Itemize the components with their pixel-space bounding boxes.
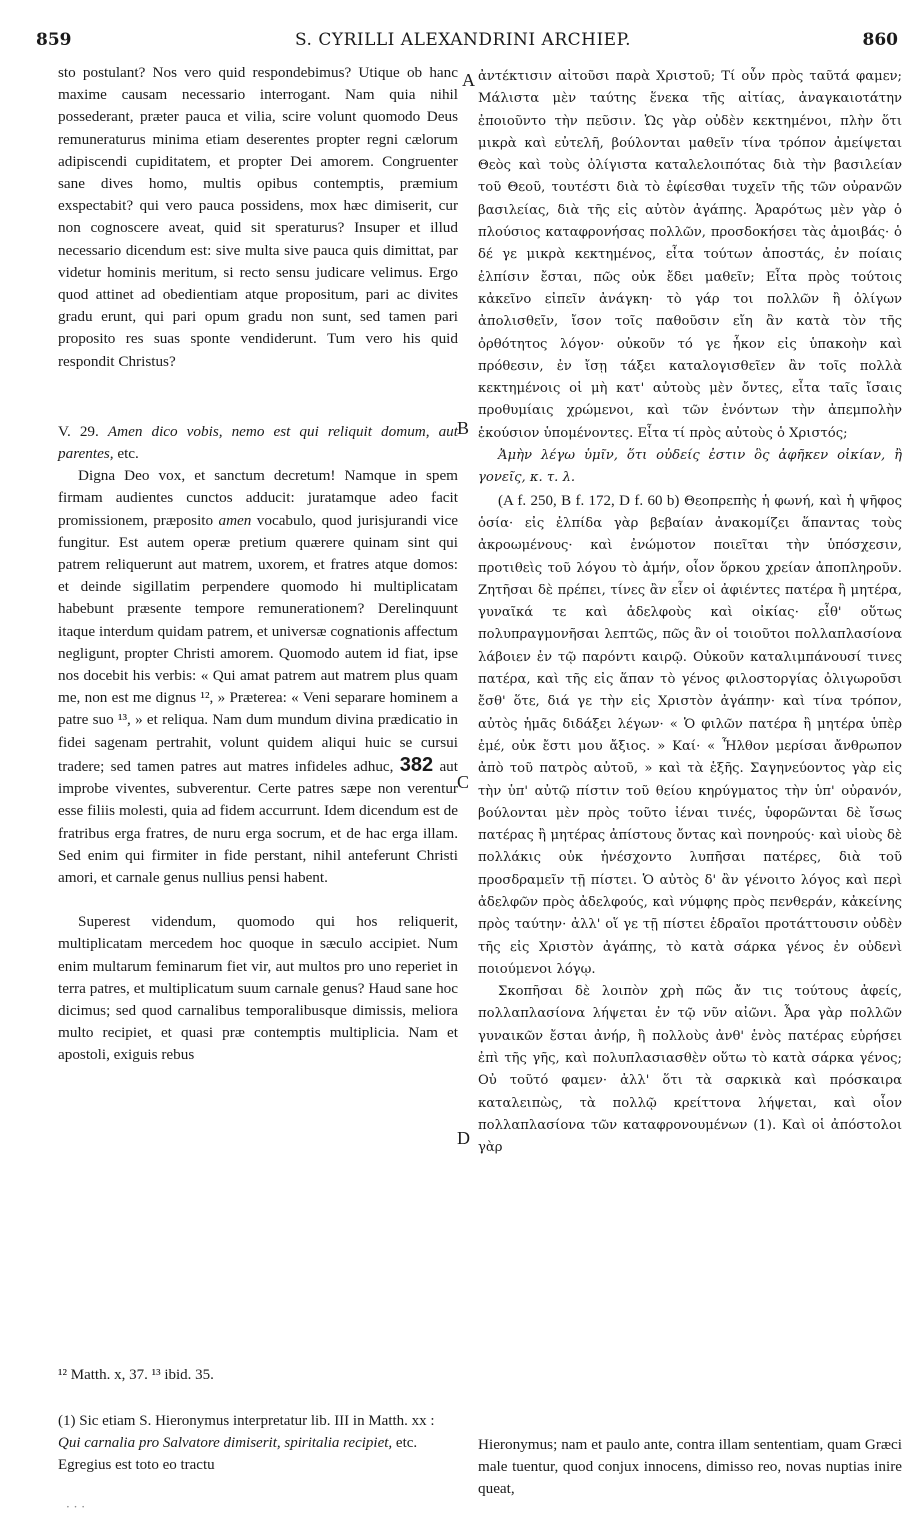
margin-marker-d: D: [457, 1128, 470, 1148]
verse-text: Amen dico vobis, nemo est qui reliquit domum, aut parentes,: [58, 422, 458, 463]
latin-p2-amen: amen: [218, 511, 252, 529]
latin-paragraph-2: [58, 465, 458, 889]
running-title: S. CYRILLI ALEXANDRINI ARCHIEP.: [295, 30, 631, 50]
margin-marker-b: B: [457, 418, 470, 438]
greek-paragraph-1: ἀντέκτισιν αἰτοῦσι παρὰ Χριστοῦ; Τί οὖν πρὸς ταῦτά φαμεν; Μάλιστα μὲν ταύτης ἕνεκα τῆς αἰτίας, ἀναγκαιοτάτην ἐποιοῦντο τὴν πεῦσιν. Ὡς γὰρ οὐδὲν κεκτημένοι, πλὴν ὅτι μικρὰ καὶ εὐτελῆ, βούλονται μαθεῖν τίνα τρόπον ἀμείψεται Θεὸς καὶ τοὺς ὀλίγιστα καταλελοιπότας διὰ τὴν βασιλείαν τοῦ Θεοῦ, τουτέστι διὰ τὸ ἐφίεσθαι τυχεῖν τῆς τῶν οὐρανῶν βασιλείας, διὰ τῆς εἰς αὐτὸν ἀγάπης. Ἀραρότως μὲν γὰρ ὁ πλούσιος καταφρονήσας πολλῶν, προσδοκήσει τὰς ἀμοιβάς· ὁ δέ γε μικρὰ κεκτημένος, εἶτα τούτων ἀποστάς, ἐν ποίαις ἐλπίσιν ἔσται, πῶς οὐκ ἔδει μαθεῖν; Εἶτα πρὸς τούτοις κἀκεῖνο εἰπεῖν ἀνάγκη· τὸ γάρ τοι πολλῶν ἢ ὀλίγων ἀπολισθεῖν, ἴσον τοῖς παθοῦσιν εἴη ἂν κατὰ τὸν τῆς ὀρθότητος λόγον· οὐκοῦν τό γε ἧκον εἰς ὑπακοὴν καὶ πρόθεσιν, ἐν ἴσῃ τάξει καταλογισθεῖεν ἂν τοῖς πολλὰ κεκτημένοις οἱ μὴ κατ' αὐτοὺς μὲν ὄντες, εἶτα ταῖς ἴσαις προθυμίαις χρώμενοι, καὶ τῶν ἐνόντων τὴν ἀπεμπολὴν ἑκούσιον ὑπομένοντες. Εἶτα τί πρὸς αὐτοὺς ὁ Χριστός;: [478, 69, 902, 441]
footnote-part-c: etc. Egregius est toto eo tractu: [58, 1435, 418, 1473]
footnote-references: [58, 1364, 458, 1386]
latin-p2-part-a: Digna Deo vox, et sanctum decretum! Namque in spem firmam audientes cunctos adducit: juratamque adeo facit promissionem, præposito: [58, 467, 458, 529]
latin-verse-heading: [58, 421, 458, 465]
manuscript-reference: (A f. 250, B f. 172, D f. 60 b): [498, 492, 680, 509]
footnote-part-b: Qui carnalia pro Salvatore dimiserit, spiritalia recipiet,: [58, 1435, 393, 1451]
scripture-refs: ¹² Matth. x, 37. ¹³ ibid. 35.: [58, 1367, 214, 1383]
greek-p2-text: Θεοπρεπὴς ἡ φωνή, καὶ ἡ ψῆφος ὁσία· εἰς ἐλπίδα γὰρ βεβαίαν ἀνακομίζει ἅπαντας τοὺς ἀκροωμένους· καὶ ἐνώμοτον ποιεῖται τὴν ὑπόσχεσιν, προτιθεὶς τοῦ λόγου τὸ ἀμήν, οἷον ὅρκου χρείαν ἀποπληροῦν. Ζητῆσαι δὲ πρέπει, τίνες ἂν εἶεν οἱ ἀφιέντες πατέρα ἢ μητέρα, γυναῖκά τε καὶ ἀδελφοὺς καὶ οἰκίας· εἶθ' οὕτως πολυπραγμονῆσαι λεπτῶς, πῶς ἂν οἱ τοιοῦτοι πολλαπλασίονα λάβοιεν ἐν τῷ παρόντι καιρῷ. Οὐκοῦν καταλιμπάνουσί τινες πατέρα, καὶ τῆς εἰς ἅπαν τὸ γένος φιλοστοργίας ὀλιγωροῦσι ἔσθ' ὅτε, διά γε τὴν εἰς Χριστὸν ἀγάπην· καὶ τίνα τρόπον, αὐτὸς ἡμᾶς διδάξει λέγων· « Ὁ φιλῶν πατέρα ἢ μητέρα ὑπὲρ ἐμέ, οὐκ ἔστι μου ἄξιος. » Καί· « Ἦλθον μερίσαι ἄνθρωπον ἀπὸ τοῦ πατρὸς αὐτοῦ, » καὶ τὰ ἑξῆς. Σαγηνεύοντος γὰρ εἰς τὴν ὑπ' αὐτῷ πίστιν τοῦ θείου κηρύγματος τὴν ὑπ' οὐρανόν, βούλονται μὲν πρὸς τοῦτο ἰέναι τινές, ὑφορῶνται δὲ ἴσως πατέρας ἢ μητέρας ἀπίστους ὄντας καὶ πονηρούς· καὶ υἱοὺς δὲ πολλάκις οὐκ ἠνέσχοντο λυπῆσαι πατέρες, διὰ τοῦ προσδραμεῖν τῇ πίστει. Ὁ αὐτὸς δ' ἂν γένοιτο λόγος καὶ περὶ ἀδελφῶν πρὸς ἀδελφούς, καὶ νύμφης πρὸς πενθεράν, κἀκείνης πρὸς ταύτην· ἀλλ' οἵ γε τῇ πίστει ἑδραῖοι προτάττουσιν οὐδὲν τῆς εἰς Χριστὸν ἀγάπης, τὸ κατὰ σάρκα γένος ἐν οὐδενὶ ποιούμενοι λόγῳ.: [478, 493, 902, 977]
greek-paragraph-2: [478, 490, 902, 982]
latin-p2-part-c: aut improbe viventes, subverentur. Certe patres sæpe non verentur esse filiis molesti, quia ad fidem accurrunt. Idem dicendum est de fratribus erga fratres, de nuru erga socrum, et de hac erga illam. Sed enim qui firmiter in fide perstant, nihil anteferunt Christi amori, et carnale genus nullius pensi habent.: [58, 757, 458, 886]
verse-number: V. 29.: [58, 422, 99, 440]
latin-paragraph-3: Superest videndum, quomodo qui hos reliquerit, multiplicatam mercedem hoc quoque in sæculo accipiet. Num enim multarum feminarum fiet vir, aut multos pro uno reperiet in terra patres, et multiplicatum suum carnale genus? Haud sane hoc dicimus; sed quod carnalibus temporalibusque dimissis, meliora multo recipiet, et quasi præ contemptis multiplicia. Nam et apostoli, exiguis rebus: [58, 913, 458, 1064]
left-page-number: 859: [36, 30, 72, 50]
right-page-number: 860: [862, 30, 898, 50]
greek-paragraph-3: Σκοπῆσαι δὲ λοιπὸν χρὴ πῶς ἄν τις τούτους ἀφείς, πολλαπλασίονα λήψεται ἐν τῷ νῦν αἰῶνι. Ἆρα γὰρ πολλῶν γυναικῶν ἔσται ἀνήρ, ἢ πολλοὺς ἀνθ' ἑνὸς πατέρας εὑρήσει ἐπὶ τῆς γῆς, καὶ πολυπλασιασθὲν οὕτω τὸ κατὰ σάρκα γένος; Οὐ τοῦτό φαμεν· ἀλλ' ὅτι τὰ σαρκικὰ καὶ πρόσκαιρα καταλειπὼς, τὰ πολλῷ κρείττονα λήψεται, καὶ οἷον πολλαπλασίονα τῶν καταφρονουμένων (1). Καὶ οἱ ἀπόστολοι γὰρ: [478, 984, 902, 1156]
margin-marker-a: A: [462, 70, 475, 90]
verse-etc: etc.: [117, 445, 139, 463]
latin-column: [58, 62, 458, 1067]
footnote-part-a: (1) Sic etiam S. Hieronymus interpretatur lib. III in Matth. xx :: [58, 1413, 435, 1429]
footnote: [58, 1410, 458, 1476]
greek-verse: Ἀμὴν λέγω ὑμῖν, ὅτι οὐδείς ἐστιν ὃς ἀφῆκεν οἰκίαν, ἢ γονεῖς, κ. τ. λ.: [478, 448, 902, 486]
latin-p2-part-b: vocabulo, quod jurisjurandi vice fungitur. Est autem operæ pretium quærere quinam sint qui patrem reliquerunt aut matrem, uxorem, et fratres atque domos: et deinde sigillatim perpendere quomodo hi multiplicatam habebunt præsente tempore remunerationem? Derelinquunt itaque interdum quidam patrem, et universæ cognationis affectum negligunt, propter Christi amorem. Quomodo autem id fiat, ipse nos docebit his verbis: « Qui amat patrem aut matrem plus quam me, non est me dignus ¹², » Præterea: « Veni separare hominem a patre suo ¹³, » et reliqua. Nam dum mundum divina prædicatio in fidei sagenam pertrahit, volunt quidem aliqui huic se cursui tradere; sed tamen patres aut matres infideles adhuc,: [58, 511, 458, 775]
scan-specks: · · ·: [66, 1500, 86, 1514]
greek-column: [478, 66, 902, 1160]
page-header: [28, 30, 898, 58]
edition-page-mark: 382: [399, 753, 434, 776]
latin-paragraph-1: sto postulant? Nos vero quid respondebimus? Utique ob hanc maxime causam necessario interrogant. Nam quia nihil possederant, præter pauca et vilia, scire volunt quomodo Deus remuneraturus minima etiam deserentes propter regni cælorum adipiscendi cupiditatem, et propter Dei amorem. Congruenter sane dives homo, multis opibus contemptis, præmium exspectabit? qui vero pauca possidens, mox hæc dimiserit, cur non cognoscere aveat, quid sit speraturus? Insuper et illud necessario dicendum est: sive multa sive pauca quis dimittat, par videtur hominis meritum, si recto sensu judicare velimus. Ergo quod attinet ad obedientiam atque propositum, pari ac divites gradu erunt, qui pari opum gradu non sunt, sed tamen pari proposito res suas sponte vendiderunt. Tum vero his quid respondit Christus?: [58, 64, 458, 370]
margin-marker-c: C: [457, 772, 470, 792]
footnote-continuation: Hieronymus; nam et paulo ante, contra illam sententiam, quam Græci male tuentur, quod conjux innocens, dimisso reo, novas nuptias inire queat,: [478, 1436, 902, 1497]
